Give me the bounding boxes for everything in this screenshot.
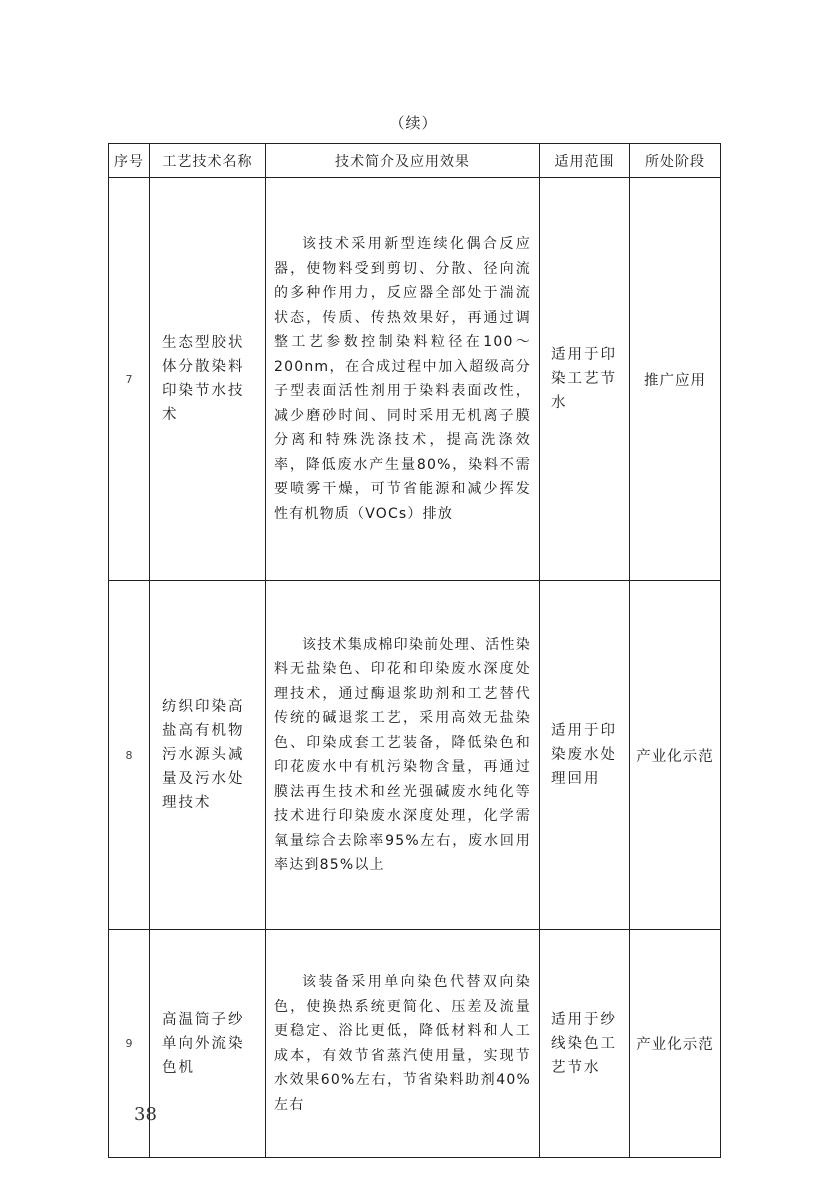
header-name: 工艺技术名称: [150, 144, 266, 178]
table-caption: （续）: [389, 114, 438, 132]
row-tech-intro: 该装备采用单向染色代替双向染色，使换热系统更简化、压差及流量更稳定、浴比更低，降低材料和人工成本，有效节省蒸汽使用量，实现节水效果60%左右，节省染料助剂40%左右: [266, 930, 540, 1158]
row-stage: 产业化示范: [630, 930, 721, 1158]
row-scope: 适用于纱线染色工艺节水: [540, 930, 630, 1158]
table-row: [109, 930, 721, 1158]
row-stage: 推广应用: [630, 178, 721, 581]
row-tech-name: 纺织印染高盐高有机物污水源头减量及污水处理技术: [150, 581, 266, 930]
table-header-row: [109, 144, 721, 178]
row-seq: 8: [109, 581, 150, 930]
row-stage: 产业化示范: [630, 581, 721, 930]
table-row: [109, 178, 721, 581]
table-row: [109, 581, 721, 930]
header-seq: 序号: [109, 144, 150, 178]
row-scope: 适用于印染废水处理回用: [540, 581, 630, 930]
row-seq: 9: [109, 930, 150, 1158]
row-tech-intro: 该技术采用新型连续化偶合反应器，使物料受到剪切、分散、径向流的多种作用力，反应器全部处于湍流状态，传质、传热效果好，再通过调整工艺参数控制染料粒径在100～200nm，在合成过程中加入超级高分子型表面活性剂用于染料表面改性，减少磨砂时间、同时采用无机离子膜分离和特殊洗涤技术，提高洗涤效率，降低废水产生量80%，染料不需要喷雾干燥，可节省能源和减少挥发性有机物质（VOCs）排放: [266, 178, 540, 581]
row-tech-name: 高温筒子纱单向外流染色机: [150, 930, 266, 1158]
row-seq: 7: [109, 178, 150, 581]
row-scope: 适用于印染工艺节水: [540, 178, 630, 581]
header-intro: 技术简介及应用效果: [266, 144, 540, 178]
header-scope: 适用范围: [540, 144, 630, 178]
page-number: 38: [134, 1104, 157, 1125]
technology-table: [108, 143, 721, 1158]
row-tech-name: 生态型胶状体分散染料印染节水技术: [150, 178, 266, 581]
row-tech-intro: 该技术集成棉印染前处理、活性染料无盐染色、印花和印染废水深度处理技术，通过酶退浆助剂和工艺替代传统的碱退浆工艺，采用高效无盐染色、印染成套工艺装备，降低染色和印花废水中有机污染物含量，再通过膜法再生技术和丝光强碱废水纯化等技术进行印染废水深度处理，化学需氧量综合去除率95%左右，废水回用率达到85%以上: [266, 581, 540, 930]
header-stage: 所处阶段: [630, 144, 721, 178]
